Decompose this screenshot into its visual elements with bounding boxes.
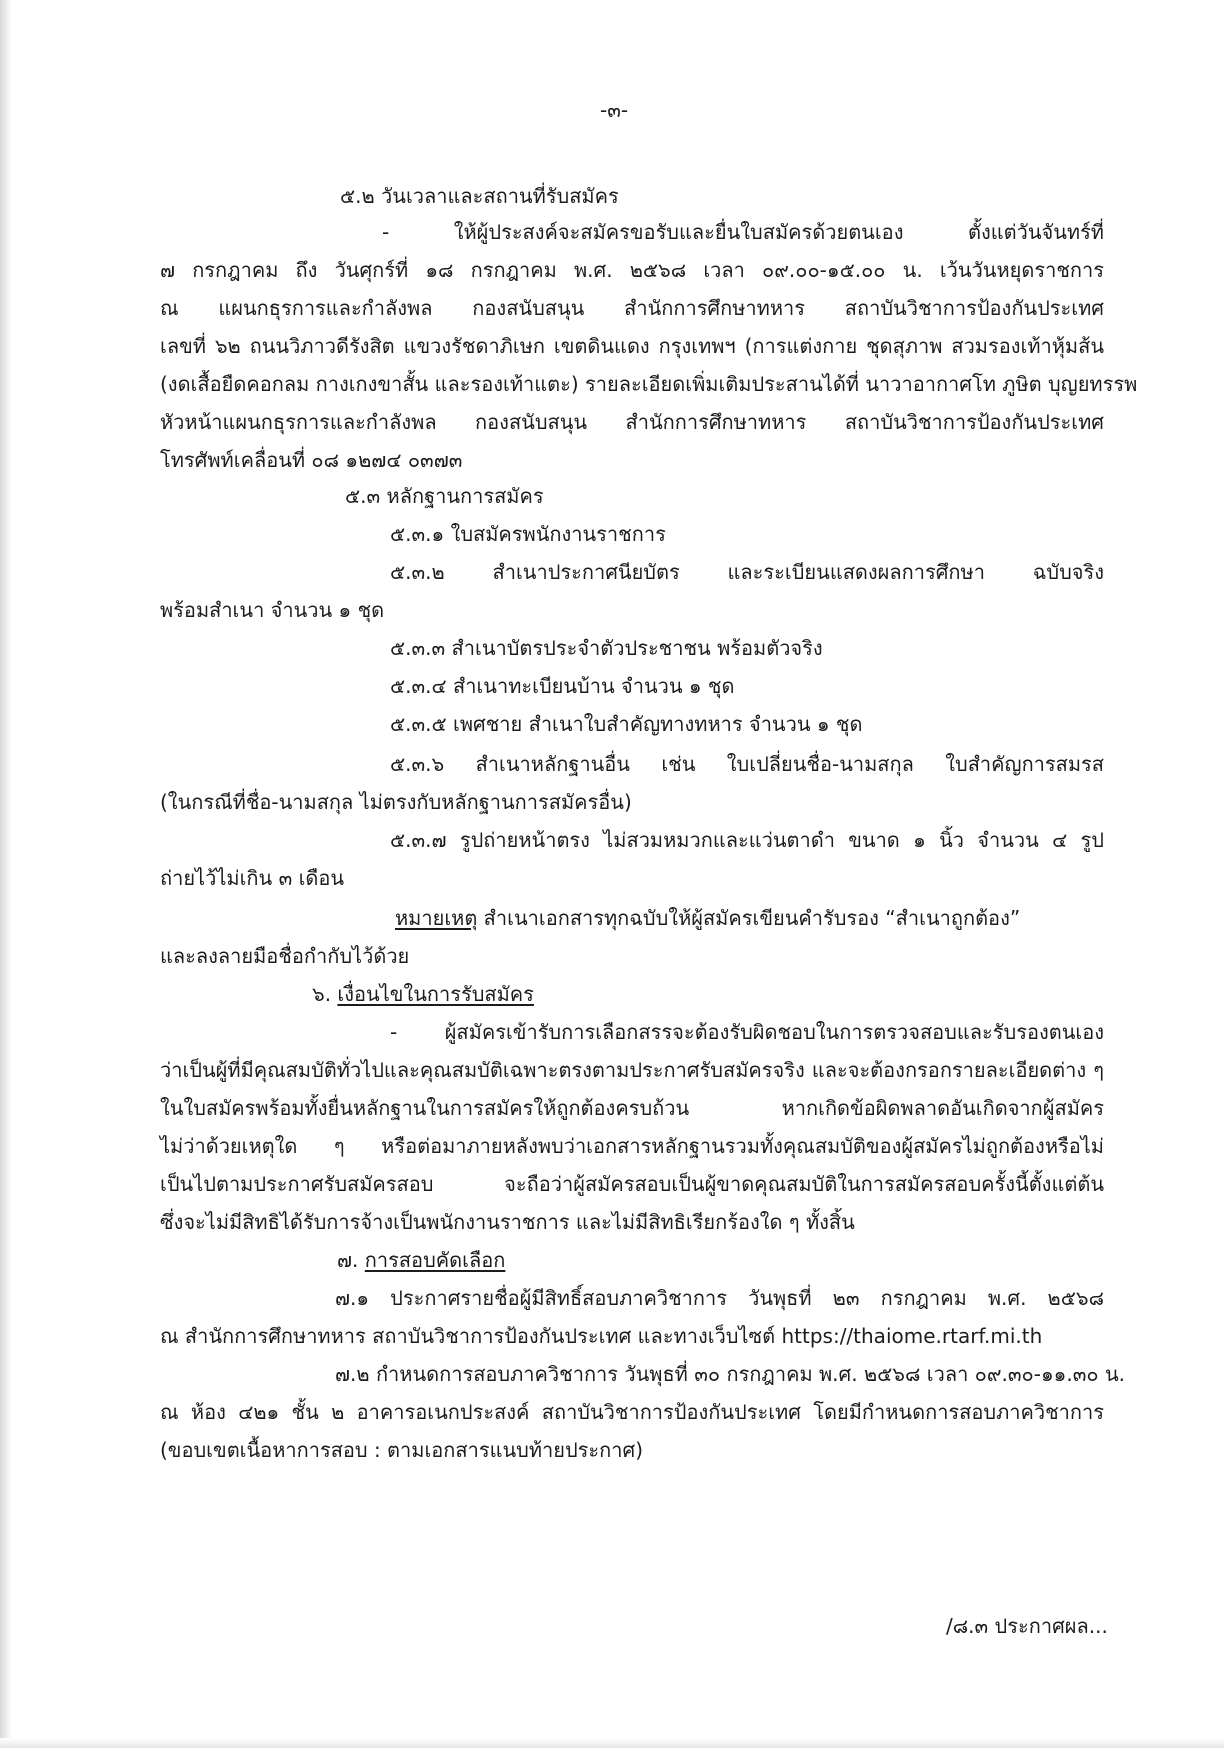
section-7-2-line: ๗.๒ กำหนดการสอบภาควิชาการ วันพุธที่ ๓๐ กรกฎาคม พ.ศ. ๒๕๖๘ เวลา ๐๙.๓๐-๑๑.๓๐ น. [335,1362,1125,1386]
section-7-number: ๗. [337,1248,365,1272]
list-item: ๕.๓.๗ รูปถ่ายหน้าตรง ไม่สวมหมวกและแว่นตาดำ ขนาด ๑ นิ้ว จำนวน ๔ รูป [390,828,1104,852]
scan-shadow [0,0,12,1748]
section-5-2-line: ณ แผนกธุรการและกำลังพล กองสนับสนุน สำนักการศึกษาทหาร สถาบันวิชาการป้องกันประเทศ [160,296,1104,320]
list-item: ๕.๓.๒ สำเนาประกาศนียบัตร และระเบียนแสดงผลการศึกษา ฉบับจริง [390,560,1104,584]
section-6-heading [312,980,534,1008]
list-item: ๕.๓.๖ สำเนาหลักฐานอื่น เช่น ใบเปลี่ยนชื่อ-นามสกุล ใบสำคัญการสมรส [390,752,1104,776]
list-item: ๕.๓.๓ สำเนาบัตรประจำตัวประชาชน พร้อมตัวจริง [390,636,823,660]
section-6-line: ในใบสมัครพร้อมทั้งยื่นหลักฐานในการสมัครให้ถูกต้องครบถ้วน หากเกิดข้อผิดพลาดอันเกิดจากผู้สมัคร [160,1096,1104,1120]
section-6-line: - ผู้สมัครเข้ารับการเลือกสรรจะต้องรับผิดชอบในการตรวจสอบและรับรองตนเอง [390,1020,1104,1044]
list-item: ๕.๓.๔ สำเนาทะเบียนบ้าน จำนวน ๑ ชุด [390,674,735,698]
note-line [395,904,1104,932]
list-item-continued: ถ่ายไว้ไม่เกิน ๓ เดือน [160,866,345,890]
section-7-2-line: (ขอบเขตเนื้อหาการสอบ : ตามเอกสารแนบท้ายประกาศ) [160,1438,644,1462]
section-6-line: ว่าเป็นผู้ที่มีคุณสมบัติทั่วไปและคุณสมบัติเฉพาะตรงตามประกาศรับสมัครจริง และจะต้องกรอกรายละเอียดต่าง ๆ [160,1058,1104,1082]
next-page-marker: /๘.๓ ประกาศผล... [946,1614,1108,1638]
list-item: ๕.๓.๕ เพศชาย สำเนาใบสำคัญทางทหาร จำนวน ๑ ชุด [390,712,863,736]
section-5-2-heading: ๕.๒ วันเวลาและสถานที่รับสมัคร [340,184,619,208]
section-5-2-line: - ให้ผู้ประสงค์จะสมัครขอรับและยื่นใบสมัครด้วยตนเอง ตั้งแต่วันจันทร์ที่ [382,220,1104,244]
note-text: สำเนาเอกสารทุกฉบับให้ผู้สมัครเขียนคำรับรอง “สำเนาถูกต้อง” [477,906,1021,930]
section-6-number: ๖. [312,982,338,1006]
section-5-2-line: ๗ กรกฎาคม ถึง วันศุกร์ที่ ๑๘ กรกฎาคม พ.ศ. ๒๕๖๘ เวลา ๐๙.๐๐-๑๕.๐๐ น. เว้นวันหยุดราชการ [160,258,1104,282]
section-7-heading [337,1246,505,1274]
section-6-title: เงื่อนไขในการรับสมัคร [337,982,534,1006]
scan-shadow-bottom [0,1738,1224,1748]
section-5-2-line: เลขที่ ๖๒ ถนนวิภาวดีรังสิต แขวงรัชดาภิเษก เขตดินแดง กรุงเทพฯ (การแต่งกาย ชุดสุภาพ สวมรองเท้าหุ้มส้น [160,334,1104,358]
note-line-continued: และลงลายมือชื่อกำกับไว้ด้วย [160,944,410,968]
section-5-2-line: โทรศัพท์เคลื่อนที่ ๐๘ ๑๒๗๔ ๐๓๗๓ [160,448,463,472]
section-7-1-line: ณ สำนักการศึกษาทหาร สถาบันวิชาการป้องกันประเทศ และทางเว็บไซต์ https://thaiome.rtarf.mi.th [160,1324,1043,1348]
list-item: ๕.๓.๑ ใบสมัครพนักงานราชการ [390,522,666,546]
section-6-line: เป็นไปตามประกาศรับสมัครสอบ จะถือว่าผู้สมัครสอบเป็นผู้ขาดคุณสมบัติในการสมัครสอบครั้งนี้ตั้งแต่ต้น [160,1172,1104,1196]
list-item-continued: (ในกรณีที่ชื่อ-นามสกุล ไม่ตรงกับหลักฐานการสมัครอื่น) [160,790,632,814]
section-6-line: ไม่ว่าด้วยเหตุใด ๆ หรือต่อมาภายหลังพบว่าเอกสารหลักฐานรวมทั้งคุณสมบัติของผู้สมัครไม่ถูกต้องหรือไม่ [160,1134,1104,1158]
page-number: -๓- [600,98,629,122]
list-item-continued: พร้อมสำเนา จำนวน ๑ ชุด [160,598,385,622]
note-label: หมายเหตุ [395,906,478,930]
section-6-line: ซึ่งจะไม่มีสิทธิได้รับการจ้างเป็นพนักงานราชการ และไม่มีสิทธิเรียกร้องใด ๆ ทั้งสิ้น [160,1210,855,1234]
section-7-2-line: ณ ห้อง ๔๒๑ ชั้น ๒ อาคารอเนกประสงค์ สถาบันวิชาการป้องกันประเทศ โดยมีกำหนดการสอบภาควิชาการ [160,1400,1104,1424]
section-5-2-line: (งดเสื้อยืดคอกลม กางเกงขาสั้น และรองเท้าแตะ) รายละเอียดเพิ่มเติมประสานได้ที่ นาวาอากาศโท ภูษิต บุญยทรรพ [160,372,1138,396]
section-7-1-line: ๗.๑ ประกาศรายชื่อผู้มีสิทธิ์สอบภาควิชาการ วันพุธที่ ๒๓ กรกฎาคม พ.ศ. ๒๕๖๘ [335,1286,1104,1310]
section-7-title: การสอบคัดเลือก [364,1248,506,1272]
section-5-2-line: หัวหน้าแผนกธุรการและกำลังพล กองสนับสนุน สำนักการศึกษาทหาร สถาบันวิชาการป้องกันประเทศ [160,410,1104,434]
section-5-3-heading: ๕.๓ หลักฐานการสมัคร [345,484,544,508]
